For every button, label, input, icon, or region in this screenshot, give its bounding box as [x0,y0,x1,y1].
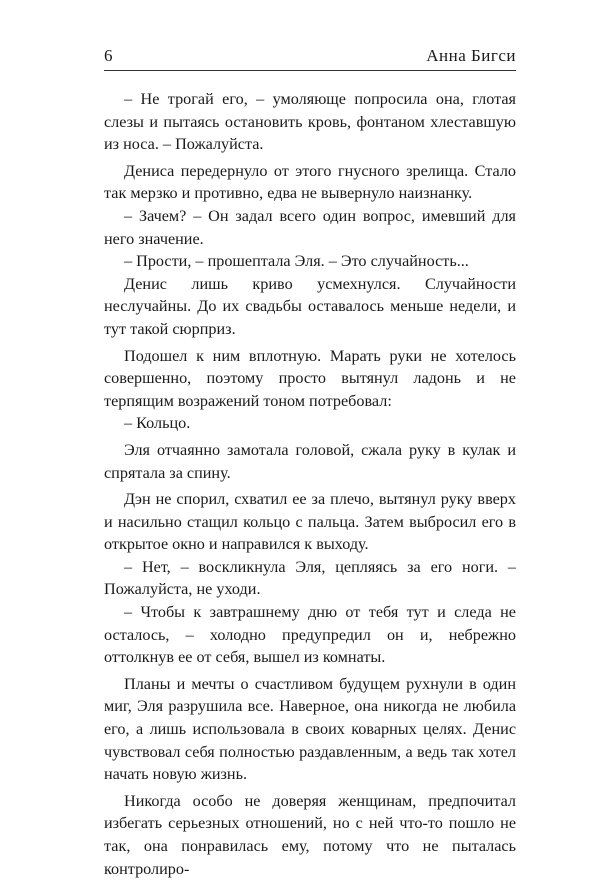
page-number: 6 [104,46,113,65]
header-rule [104,70,516,71]
paragraph: – Прости, – прошептала Эля. – Это случайность... [124,252,469,271]
paragraph: Никогда особо не доверяя женщинам, предпочитал избегать серьезных отношений, но с ней что-то пошло не так, она понравилась ему, потому что не пыталась контролиро- [104,791,516,878]
paragraph: Дэн не спорил, схватил ее за плечо, вытянул руку вверх и насильно стащил кольцо с пальца. Затем выбросил его в открытое окно и направился к выходу. [104,490,516,554]
running-header-author: Анна Бигси [426,46,516,65]
paragraph: – Кольцо. [124,414,191,433]
paragraph: – Не трогай его, – умоляюще попросила она, глотая слезы и пытаясь остановить кровь, фонтаном хлеставшую из носа. – Пожалуйста. [104,90,516,154]
paragraph: Эля отчаянно замотала головой, сжала руку в кулак и спрятала за спину. [104,440,516,482]
paragraph: Денис лишь криво усмехнулся. Случайности неслучайны. До их свадьбы оставалось меньше недели, и тут такой сюрприз. [104,274,516,338]
running-header [104,46,516,66]
paragraph: – Нет, – воскликнула Эля, цепляясь за его ноги. – Пожалуйста, не уходи. [104,557,516,599]
paragraph: Планы и мечты о счастливом будущем рухнули в один миг, Эля разрушила все. Наверное, она никогда не любила его, а лишь использовала в своих коварных целях. Денис чувствовал себя полностью раздавленным, а ведь так хотел начать новую жизнь. [104,674,516,784]
paragraph: Дениса передернуло от этого гнусного зрелища. Стало так мерзко и противно, едва не вывернуло наизнанку. [104,161,516,203]
paragraph: Подошел к ним вплотную. Марать руки не хотелось совершенно, поэтому просто вытянул ладонь и не терпящим возражений тоном потребовал: [104,346,516,410]
paragraph: – Чтобы к завтрашнему дню от тебя тут и следа не осталось, – холодно предупредил он и, небрежно оттолкнув ее от себя, вышел из комнаты. [104,603,516,667]
paragraph: – Зачем? – Он задал всего один вопрос, имевший для него значение. [104,206,516,248]
body-text [104,88,516,880]
